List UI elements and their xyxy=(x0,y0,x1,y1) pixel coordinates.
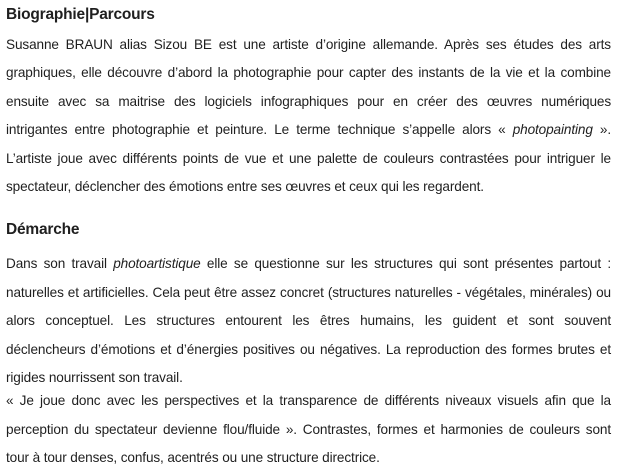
paragraph-demarche xyxy=(6,250,611,392)
paragraph-citation xyxy=(6,387,611,471)
text-segment: Susanne BRAUN alias Sizou BE est une artiste d’origine allemande. Après ses études des arts graphiques, elle découvre d’abord la photographie pour capter des instants de la vie et la combine ensuite avec sa maitrise des logiciels infographiques pour en créer des œuvres numériques intrigantes entre photographie et peinture. Le terme technique s’appelle alors « xyxy=(6,37,611,138)
italic-term-photopainting: photopainting xyxy=(512,122,593,138)
heading-biographie-parcours: Biographie|Parcours xyxy=(6,6,155,23)
text-segment: « Je joue donc avec les perspectives et la transparence de différents niveaux visuels afin que la perception du spectateur devienne flou/fluide ». Contrastes, formes et harmonies de couleurs sont tour à tour denses, confus, acentrés ou une structure directrice. xyxy=(6,393,611,466)
italic-term-photoartistique: photoartistique xyxy=(113,256,201,272)
text-segment: elle se questionne sur les structures qui sont présentes partout : naturelles et artificielles. Cela peut être assez concret (structures naturelles - végétales, minérales) ou alors conceptuel. Les structures entourent les êtres humains, les guident et sont souvent déclencheurs d’émotions et d’énergies positives ou négatives. La reproduction des formes brutes et rigides nourrissent son travail. xyxy=(6,256,612,386)
text-segment: Dans son travail xyxy=(6,256,114,272)
heading-demarche: Démarche xyxy=(6,221,80,239)
paragraph-biographie xyxy=(6,31,611,201)
text-segment: ». L’artiste joue avec différents points de vue et une palette de couleurs contrastées pour intriguer le spectateur, déclencher des émotions entre ses œuvres et ceux qui les regardent. xyxy=(6,122,611,195)
